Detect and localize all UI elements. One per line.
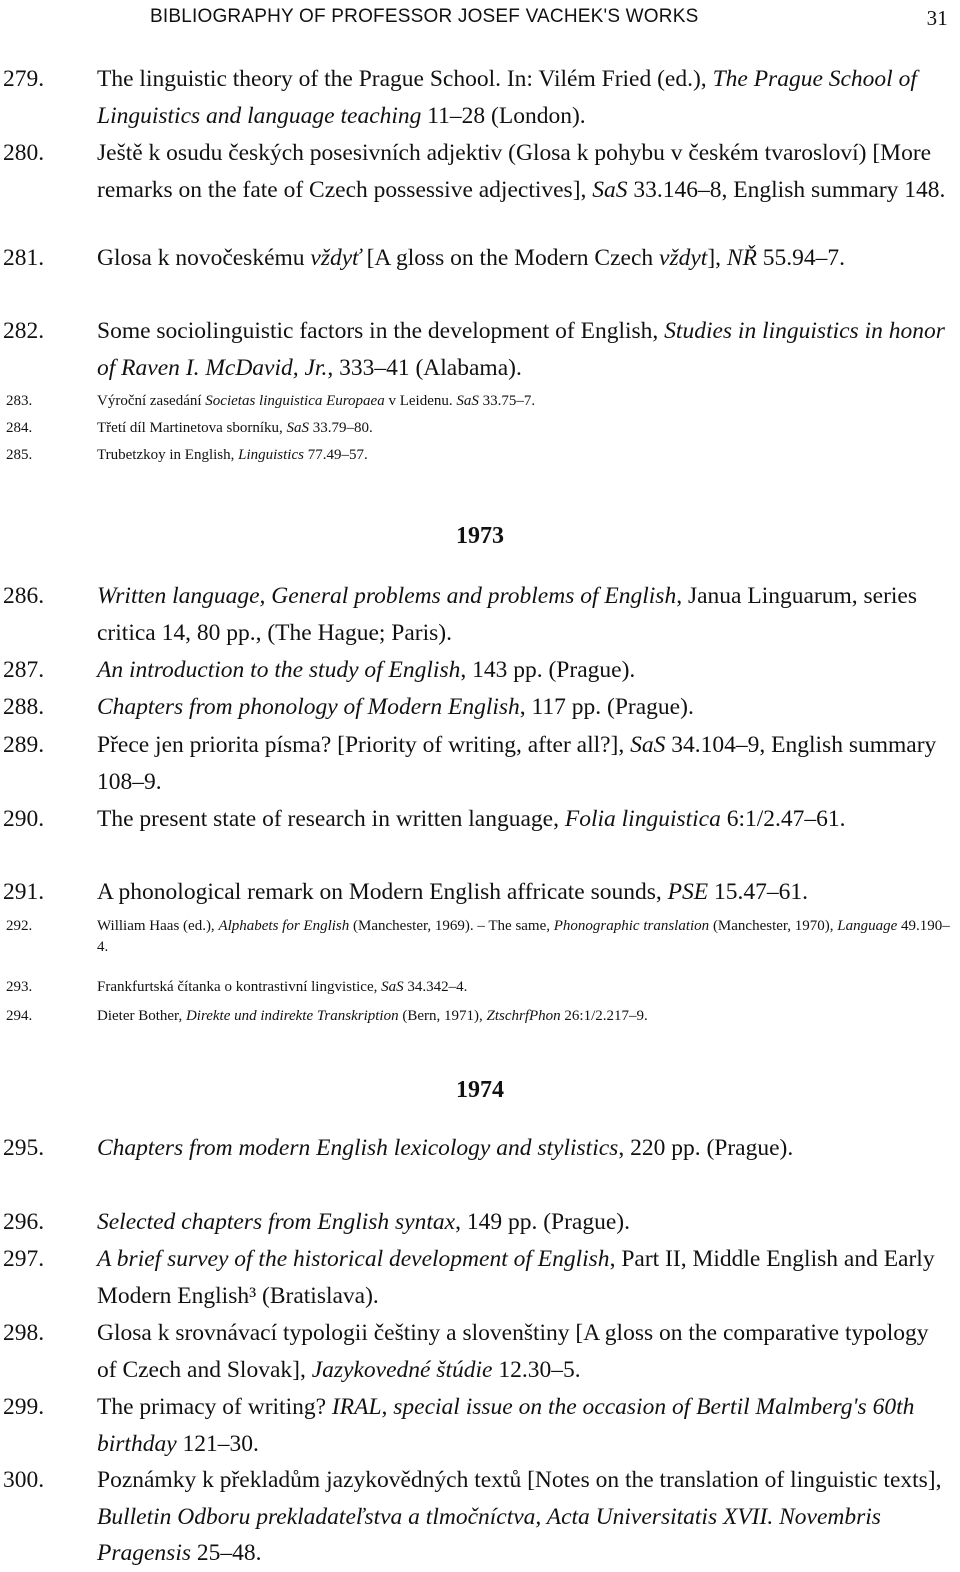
entry-roman-text: The primacy of writing? — [97, 1394, 332, 1420]
entry-number: 297. — [3, 1246, 45, 1272]
entry-italic-text: Phonographic translation — [553, 918, 710, 934]
entry-roman-text: 25–48. — [191, 1540, 262, 1566]
entry-roman-text: 11–28 (London). — [421, 102, 586, 129]
bib-entry — [0, 61, 960, 135]
bib-entry — [0, 1389, 960, 1463]
entry-number: 282. — [3, 318, 45, 344]
entry-roman-text: 34.342–4. — [403, 979, 468, 995]
bib-entry — [0, 1315, 960, 1389]
entry-roman-text: The present state of research in written language, — [97, 806, 565, 832]
entry-roman-text: (Bern, 1971), — [398, 1008, 487, 1024]
bib-entry — [0, 727, 960, 801]
entry-roman-text: , 220 pp. (Prague). — [618, 1135, 794, 1161]
entry-italic-text: vždyt — [659, 245, 708, 271]
entry-italic-text: The Prague School of Linguistics and language teaching — [97, 66, 917, 129]
bib-entry — [0, 801, 960, 875]
entry-text — [97, 801, 952, 838]
entry-number: 298. — [3, 1320, 45, 1346]
entry-roman-text: Frankfurtská čítanka o kontrastivní lingvistice, — [97, 979, 382, 995]
entry-italic-text: Societas linguistica Europaea — [205, 393, 385, 409]
bib-entry — [0, 313, 960, 387]
entry-roman-text: Poznámky k překladům jazykovědných textů [Notes on the translation of linguistic texts], — [97, 1467, 942, 1493]
entry-italic-text: Studies in linguistics in honor of Raven I. McDavid, Jr. — [97, 318, 945, 381]
bib-entry — [0, 652, 960, 689]
entry-number: 292. — [6, 918, 33, 934]
bib-entry — [0, 135, 960, 245]
entry-number: 299. — [3, 1394, 45, 1420]
entry-number: 295. — [3, 1135, 45, 1161]
entry-roman-text: 77.49–57. — [303, 447, 368, 463]
running-header — [150, 6, 948, 32]
entry-italic-text: Language — [837, 918, 898, 934]
entry-roman-text: The linguistic theory of the Prague School. In: Vilém Fried (ed.), — [97, 66, 713, 92]
entry-number: 284. — [6, 420, 33, 436]
entry-roman-text: , Janua Linguarum, series critica 14, 80 pp., (The Hague; Paris). — [97, 583, 918, 646]
entry-italic-text: Alphabets for English — [218, 918, 350, 934]
entry-text — [97, 652, 952, 689]
entry-roman-text: , Part II, Middle English and Early Modern English³ (Bratislava). — [97, 1246, 935, 1309]
entry-text — [97, 313, 952, 386]
entry-roman-text: v Leidenu. — [384, 393, 457, 409]
entry-roman-text: 26:1/2.217–9. — [560, 1008, 648, 1024]
entry-text — [97, 1315, 952, 1388]
entry-roman-text: Glosa k novočeskému — [97, 245, 311, 271]
entry-italic-text: Folia linguistica — [564, 806, 721, 832]
bib-entry — [0, 1462, 960, 1572]
entry-roman-text: , 117 pp. (Prague). — [519, 694, 694, 720]
entry-italic-text: Chapters from modern English lexicology and stylistics — [97, 1135, 619, 1161]
entry-number: 294. — [6, 1008, 33, 1024]
entry-roman-text: 49.190–4. — [97, 918, 950, 955]
entry-text — [97, 61, 952, 134]
entry-text — [97, 874, 952, 911]
entry-italic-text: Linguistics — [238, 447, 304, 463]
entry-number: 279. — [3, 66, 45, 92]
entry-text — [97, 445, 952, 466]
entry-roman-text: Přece jen priorita písma? [Priority of writing, after all?], — [97, 732, 631, 758]
entry-italic-text: Jazykovedné štúdie — [311, 1356, 493, 1383]
entry-roman-text: ], — [707, 245, 727, 271]
page-number: 31 — [926, 6, 948, 30]
entry-number: 288. — [3, 694, 45, 720]
bib-entry — [0, 1130, 960, 1204]
entry-roman-text: Some sociolinguistic factors in the development of English, — [97, 318, 665, 344]
year-heading: 1973 — [456, 523, 504, 549]
entry-text — [97, 1241, 952, 1314]
entry-text — [97, 240, 952, 277]
entry-number: 280. — [3, 140, 45, 166]
entry-italic-text: SaS — [381, 979, 404, 995]
entry-roman-text: 121–30. — [176, 1430, 259, 1457]
entry-roman-text: [A gloss on the Modern Czech — [360, 245, 660, 271]
entry-roman-text: Trubetzkoy in English, — [97, 447, 239, 463]
entry-text — [97, 391, 952, 412]
bib-entry — [0, 240, 960, 314]
entry-number: 300. — [3, 1467, 45, 1493]
entry-text — [97, 418, 952, 439]
entry-roman-text: 55.94–7. — [756, 245, 846, 271]
entry-italic-text: Selected chapters from English syntax — [97, 1209, 456, 1235]
entry-roman-text: (Manchester, 1970), — [709, 918, 838, 934]
entry-number: 283. — [6, 393, 33, 409]
entry-roman-text: Ještě k osudu českých posesivních adjektiv (Glosa k pohybu v českém tvarosloví) [More remarks on the fate of Czech possessive adjectives], — [97, 140, 932, 203]
entry-italic-text: PSE — [667, 879, 709, 905]
bib-entry — [0, 874, 960, 911]
entry-roman-text: , 149 pp. (Prague). — [455, 1209, 630, 1235]
entry-number: 291. — [3, 879, 45, 905]
entry-roman-text: , 333–41 (Alabama). — [327, 354, 522, 381]
entry-text — [97, 916, 952, 958]
entry-roman-text: A phonological remark on Modern English affricate sounds, — [97, 879, 668, 905]
entry-text — [97, 1462, 952, 1572]
entry-text — [97, 977, 952, 998]
entry-number: 286. — [3, 583, 45, 609]
entry-roman-text: (Manchester, 1969). – The same, — [349, 918, 554, 934]
entry-roman-text: 33.79–80. — [309, 420, 373, 436]
bib-entry — [0, 1204, 960, 1241]
entry-roman-text: Glosa k srovnávací typologii češtiny a slovenštiny [A gloss on the comparative typology of Czech and Slovak], — [97, 1320, 929, 1383]
entry-number: 289. — [3, 732, 45, 758]
entry-text — [97, 1389, 952, 1462]
entry-text — [97, 578, 952, 651]
entry-italic-text: IRAL, special issue on the occasion of Bertil Malmberg's 60th birthday — [97, 1394, 915, 1457]
entry-italic-text: An introduction to the study of English — [97, 657, 461, 683]
entry-roman-text: 12.30–5. — [492, 1356, 581, 1383]
entry-italic-text: SaS — [286, 420, 310, 436]
entry-roman-text: 34.104–9, English summary 108–9. — [97, 732, 937, 795]
entry-italic-text: A brief survey of the historical development of English — [97, 1246, 610, 1272]
entry-text — [97, 1204, 952, 1241]
entry-roman-text: Výroční zasedání — [97, 393, 206, 409]
bib-entry — [0, 578, 960, 652]
entry-number: 285. — [6, 447, 33, 463]
entry-italic-text: Chapters from phonology of Modern English — [97, 694, 520, 720]
entry-text — [97, 135, 952, 208]
entry-text — [97, 689, 952, 726]
entry-italic-text: vždyť — [310, 245, 361, 271]
year-heading: 1974 — [456, 1077, 504, 1103]
entry-number: 296. — [3, 1209, 45, 1235]
entry-roman-text: Dieter Bother, — [97, 1008, 186, 1024]
entry-text — [97, 1006, 952, 1027]
entry-italic-text: SaS — [630, 732, 666, 758]
entry-italic-text: NŘ — [726, 245, 757, 271]
bib-entry — [0, 1241, 960, 1315]
entry-roman-text: 33.146–8, English summary 148. — [627, 176, 946, 203]
entry-italic-text: Written language, General problems and problems of English — [97, 583, 677, 609]
entry-roman-text: 15.47–61. — [708, 879, 808, 905]
entry-text — [97, 727, 952, 800]
entry-italic-text: SaS — [456, 393, 479, 409]
entry-number: 293. — [6, 979, 33, 995]
bib-entry — [0, 689, 960, 726]
entry-roman-text: William Haas (ed.), — [97, 918, 219, 934]
entry-text — [97, 1130, 952, 1167]
entry-italic-text: Direkte und indirekte Transkription — [185, 1008, 399, 1024]
header-title: BIBLIOGRAPHY OF PROFESSOR JOSEF VACHEK'S WORKS — [150, 6, 699, 27]
entry-italic-text: Bulletin Odboru prekladateľstva a tlmočníctva, Acta Universitatis XVII. Novembris Pragensis — [97, 1503, 881, 1566]
entry-roman-text: Třetí díl Martinetova sborníku, — [97, 420, 287, 436]
entry-number: 290. — [3, 806, 45, 832]
entry-number: 281. — [3, 245, 45, 271]
entry-italic-text: SaS — [592, 176, 628, 203]
entry-roman-text: 33.75–7. — [478, 393, 536, 409]
entry-roman-text: 6:1/2.47–61. — [720, 806, 846, 832]
entry-roman-text: , 143 pp. (Prague). — [460, 657, 636, 683]
entry-number: 287. — [3, 657, 45, 683]
entry-italic-text: ZtschrfPhon — [486, 1008, 561, 1024]
